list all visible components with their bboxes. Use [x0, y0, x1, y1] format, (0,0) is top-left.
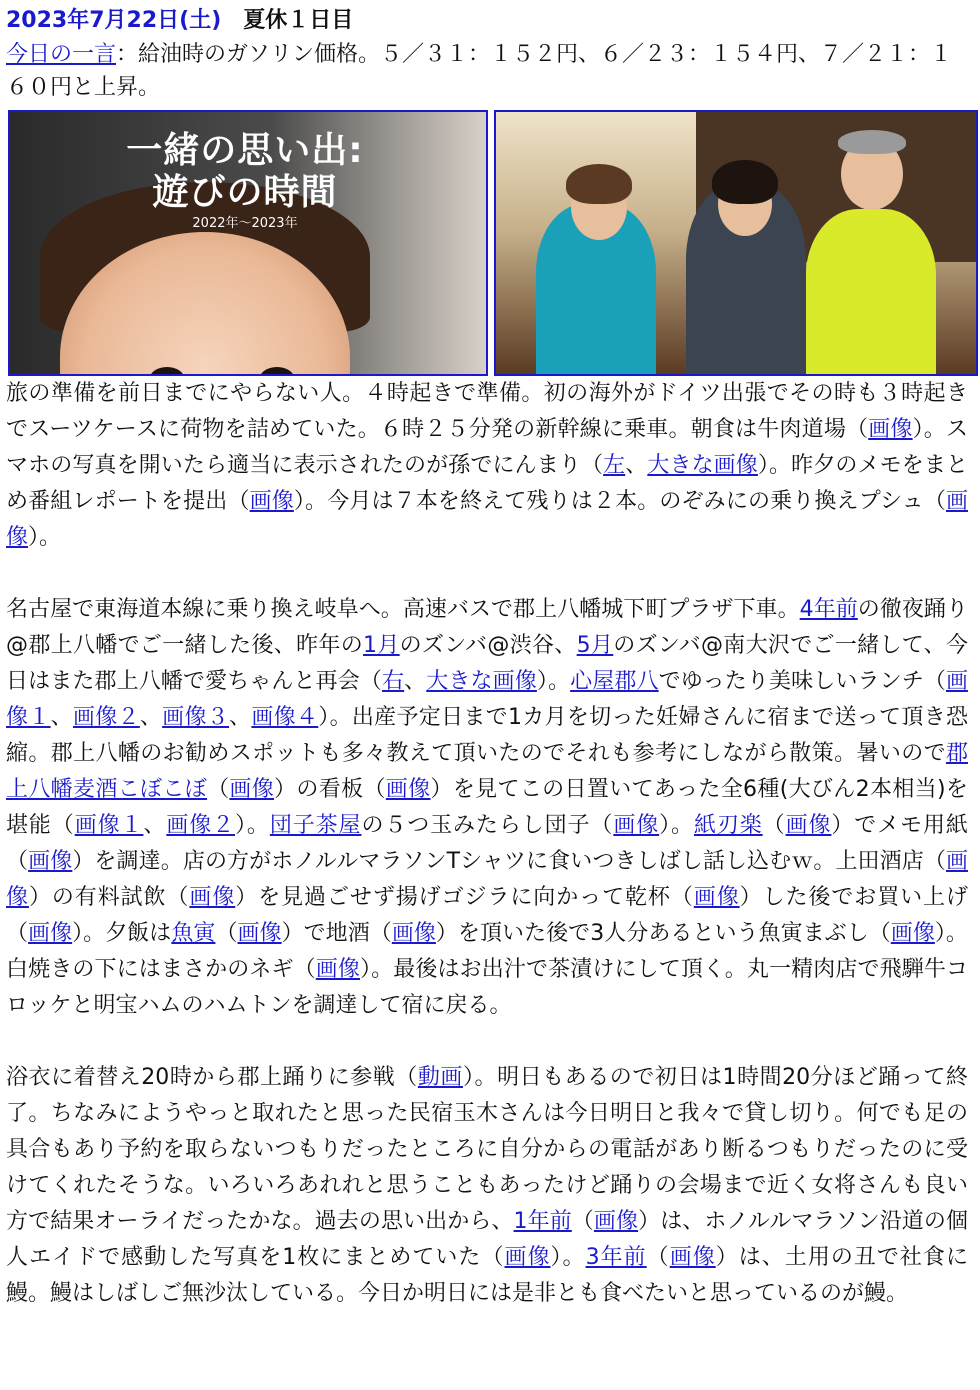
body-text-run: 、: [139, 705, 163, 730]
inline-link[interactable]: 画像: [6, 849, 968, 910]
lead-line: [6, 38, 966, 104]
inline-link[interactable]: 画像１: [74, 813, 144, 838]
album-title: [115, 130, 375, 214]
body-text-run: 、: [625, 453, 648, 478]
inline-link[interactable]: 画像: [504, 1245, 551, 1270]
inline-link[interactable]: 紙刃楽: [693, 813, 763, 838]
body-text-run: でゆったり美味しいランチ（: [658, 669, 946, 694]
inline-link[interactable]: 1年前: [513, 1209, 572, 1234]
inline-link[interactable]: 画像１: [6, 669, 968, 730]
group-photo[interactable]: [494, 110, 978, 376]
body-paragraph: [6, 1060, 968, 1312]
inline-link[interactable]: 1月: [363, 633, 400, 658]
body-text-run: ）。昨夕のメモをまとめ番組レポートを提出（: [6, 453, 968, 514]
inline-link[interactable]: 画像: [189, 885, 236, 910]
body-text-run: ）を見てこの日置いてあった全6種(大びん2本相当)を堪能（: [6, 777, 968, 838]
body-text-run: ）。スマホの写真を開いたら適当に表示されたのが孫でにんまり（: [6, 417, 968, 478]
inline-link[interactable]: 画像: [6, 489, 968, 550]
inline-link[interactable]: 画像: [391, 921, 436, 946]
photo-row: [8, 110, 978, 378]
body-text-run: ）。明日もあるので初日は1時間20分ほど踊って終了。ちなみにようやっと取れたと思った民宿玉木さんは今日明日と我々で貸し切り。何でも足の具合もあり予約を取らないつもりだったところに自分からの電話があり断るつもりだったのに受けてくれたそうな。いろいろあれれと思うこともあったけど踊りの会場まで近く女将さんも良い方で結果オーライだったかな。過去の思い出から、: [6, 1065, 969, 1234]
body-text-run: ）は、ホノルルマラソン沿道の個人エイドで感動した写真を1枚にまとめていた（: [6, 1209, 968, 1270]
body-text-run: ）した後でお買い上げ（: [6, 885, 968, 946]
entry-heading: [6, 6, 353, 36]
body-text-run: ）の看板（: [274, 777, 386, 802]
inline-link[interactable]: 画像: [669, 1245, 716, 1270]
inline-link[interactable]: 画像: [315, 957, 361, 982]
inline-link[interactable]: 魚寅: [171, 921, 216, 946]
today-word-link[interactable]: 今日の一言: [6, 42, 117, 67]
body-text-run: 、: [143, 813, 167, 838]
inline-link[interactable]: 画像: [693, 885, 740, 910]
body-text-run: ）。: [235, 813, 270, 838]
body-text-run: ）を見過ごせず揚げゴジラに向かって乾杯（: [235, 885, 694, 910]
body-text-run: ）。今月は７本を終えて残りは２本。のぞみにの乗り換えプシュ（: [293, 489, 946, 514]
person-left-hair: [566, 164, 632, 204]
inline-link[interactable]: 心屋郡八: [570, 669, 659, 694]
body-text-run: ）の有料試飲（: [28, 885, 190, 910]
person-middle-hair: [712, 160, 778, 204]
inline-link[interactable]: 5月: [576, 633, 614, 658]
body-text-run: 、: [50, 705, 73, 730]
inline-link[interactable]: 画像: [785, 813, 832, 838]
body-paragraph: [6, 592, 968, 1024]
inline-link[interactable]: 大きな画像: [647, 453, 758, 478]
inline-link[interactable]: 画像: [237, 921, 282, 946]
body-text-run: ）。: [550, 1245, 586, 1270]
inline-link[interactable]: 動画: [417, 1065, 463, 1090]
body-text-run: ）。夕飯は: [72, 921, 172, 946]
inline-link[interactable]: 団子茶屋: [269, 813, 362, 838]
inline-link[interactable]: 画像: [249, 489, 294, 514]
inline-link[interactable]: 画像: [593, 1209, 639, 1234]
inline-link[interactable]: 画像: [385, 777, 431, 802]
diary-body: [6, 376, 968, 1348]
inline-link[interactable]: 画像: [868, 417, 913, 442]
body-text-run: 旅の準備を前日までにやらない人。４時起きで準備。初の海外がドイツ出張でその時も３時起きでスーツケースに荷物を詰めていた。６時２５分発の新幹線に乗車。朝食は牛肉道場（: [6, 381, 968, 442]
inline-link[interactable]: 画像: [613, 813, 660, 838]
body-text-run: のズンバ@渋谷、: [399, 633, 577, 658]
entry-title: 夏休１日目: [243, 8, 354, 33]
inline-link[interactable]: 4年前: [799, 597, 858, 622]
entry-date: 2023年7月22日(土): [6, 8, 222, 33]
grandchild-photo[interactable]: [8, 110, 488, 376]
body-text-run: ）。白焼きの下にはまさかのネギ（: [6, 921, 968, 982]
body-text-run: の徹夜踊り@郡上八幡でご一緒した後、昨年の: [6, 597, 968, 658]
body-text-run: のズンバ@南大沢でご一緒して、今日はまた郡上八幡で愛ちゃんと再会（: [6, 633, 968, 694]
album-title-line2: 遊びの時間: [152, 172, 338, 213]
inline-link[interactable]: 郡上八幡麦酒こぼこぼ: [6, 741, 968, 802]
person-right-body: [806, 209, 936, 374]
body-text-run: （: [571, 1209, 594, 1234]
inline-link[interactable]: 大きな画像: [426, 669, 537, 694]
lead-text: ：給油時のガソリン価格。５／３１：１５２円、６／２３：１５４円、７／２１：１６０円と上昇。: [6, 42, 953, 100]
inline-link[interactable]: 画像２: [166, 813, 236, 838]
inline-link[interactable]: 画像: [229, 777, 275, 802]
body-text-run: 名古屋で東海道本線に乗り換え岐阜へ。高速バスで郡上八幡城下町プラザ下車。: [6, 597, 800, 622]
body-text-run: ）を頂いた後で3人分あるという魚寅まぶし（: [435, 921, 891, 946]
album-title-line1: 一緒の思い出:: [126, 130, 364, 171]
body-text-run: の５つ玉みたらし団子（: [361, 813, 614, 838]
inline-link[interactable]: 画像４: [251, 705, 319, 730]
body-text-run: ）。: [536, 669, 571, 694]
inline-link[interactable]: 3年前: [585, 1245, 647, 1270]
inline-link[interactable]: 画像: [890, 921, 935, 946]
body-text-run: ）でメモ用紙（: [6, 813, 968, 874]
body-text-run: （: [646, 1245, 670, 1270]
body-text-run: （: [762, 813, 786, 838]
person-right-hair: [838, 130, 906, 154]
inline-link[interactable]: 画像: [28, 921, 73, 946]
inline-link[interactable]: 右: [382, 669, 405, 694]
inline-link[interactable]: 画像２: [72, 705, 140, 730]
body-text-run: ）。出産予定日まで1カ月を切った妊婦さんに宿まで送って頂き恐縮。郡上八幡のお勧めスポットも多々教えて頂いたのでそれも参考にしながら散策。暑いので: [6, 705, 968, 766]
inline-link[interactable]: 左: [603, 453, 626, 478]
body-text-run: 、: [229, 705, 252, 730]
body-text-run: ）は、土用の丑で社食に鰻。鰻はしばしご無沙汰している。今日か明日には是非とも食べたいと思っているのが鰻。: [6, 1245, 968, 1306]
body-text-run: （: [215, 921, 238, 946]
body-text-run: ）。: [28, 525, 62, 550]
body-text-run: 浴衣に着替え20時から郡上踊りに参戦（: [6, 1065, 418, 1090]
body-text-run: 、: [404, 669, 427, 694]
body-text-run: ）。最後はお出汁で茶漬けにして頂く。丸一精肉店で飛騨牛コロッケと明宝ハムのハムトンを調達して宿に戻る。: [6, 957, 968, 1018]
body-text-run: （: [207, 777, 230, 802]
body-text-run: ）。: [659, 813, 694, 838]
inline-link[interactable]: 画像３: [162, 705, 230, 730]
body-text-run: ）を調達。店の方がホノルルマラソンTシャツに食いつきしばし話し込むｗ。上田酒店（: [72, 849, 946, 874]
body-paragraph: [6, 376, 968, 556]
body-text-run: ）で地酒（: [281, 921, 392, 946]
album-years: 2022年〜2023年: [192, 216, 298, 231]
inline-link[interactable]: 画像: [28, 849, 73, 874]
